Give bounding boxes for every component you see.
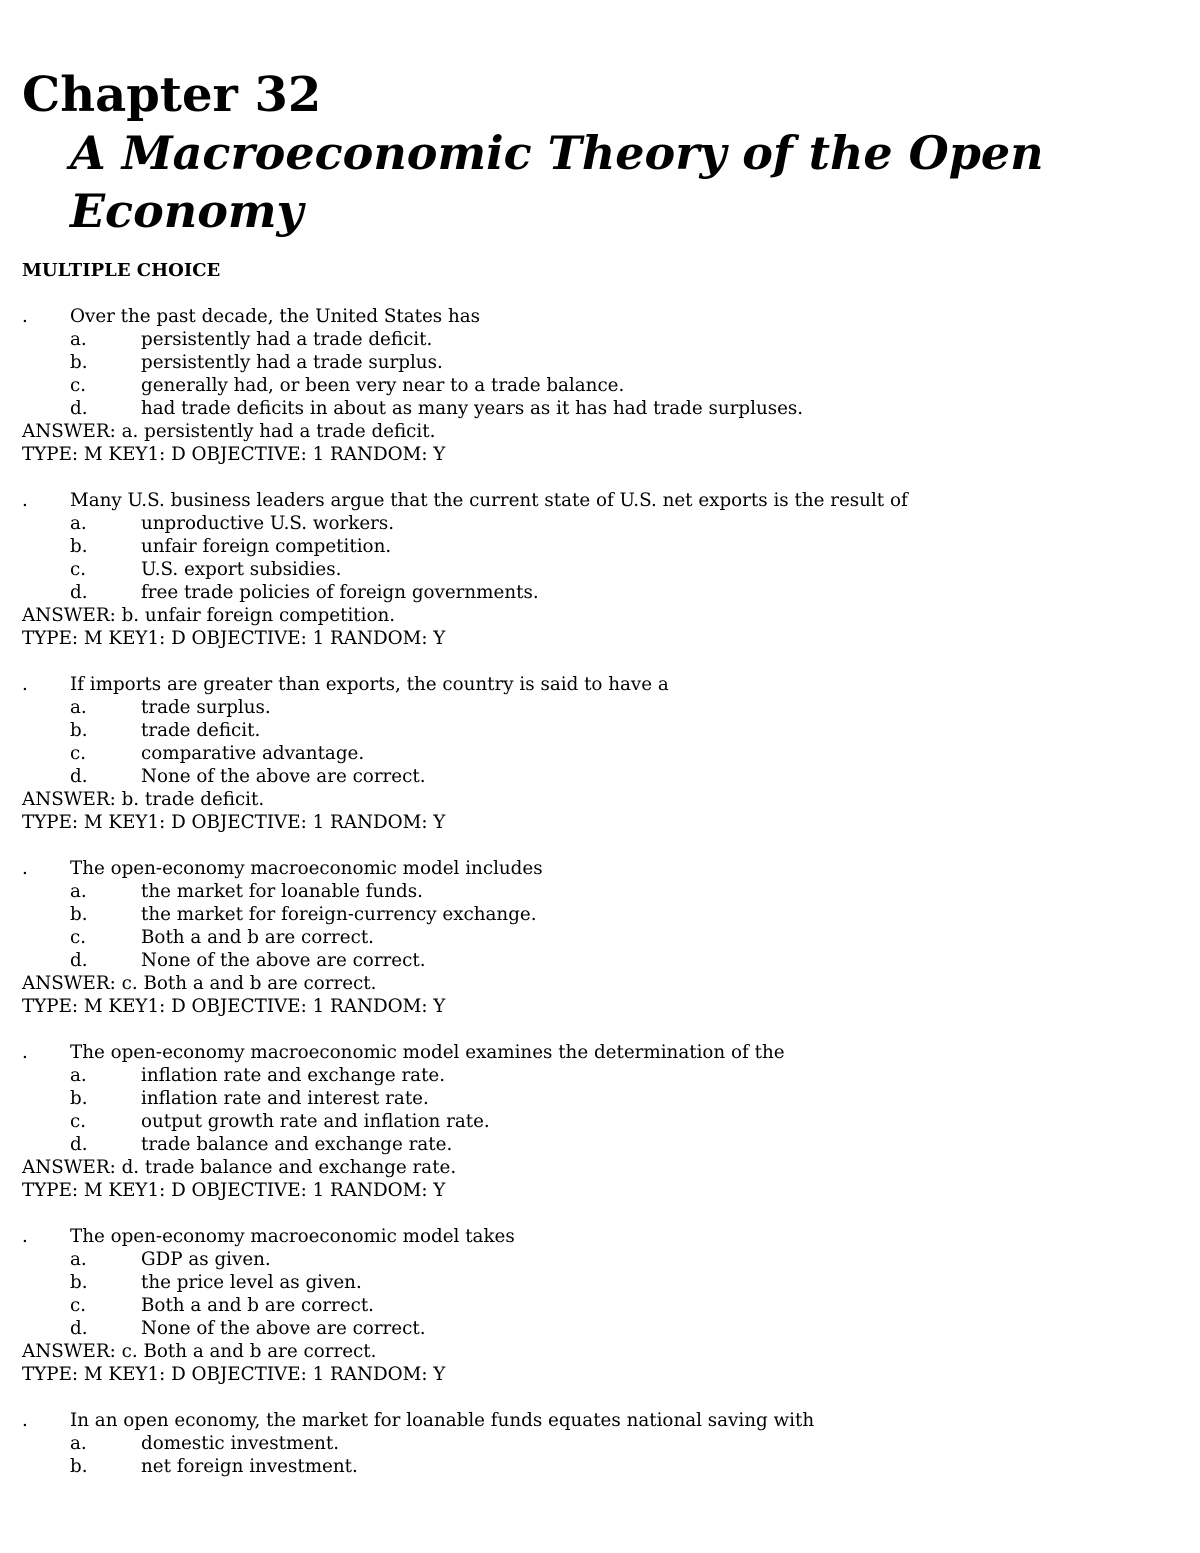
option-letter: d. (70, 1134, 88, 1155)
question-number-marker: . (22, 306, 28, 327)
option-text: the market for loanable funds. (141, 881, 423, 902)
option-letter: a. (70, 1433, 87, 1454)
option-text: domestic investment. (141, 1433, 340, 1454)
answer-option (22, 535, 1182, 558)
answer-option (22, 949, 1182, 972)
answer-option (22, 1317, 1182, 1340)
option-text: net foreign investment. (141, 1456, 358, 1477)
answer-option (22, 374, 1182, 397)
answer-option (22, 581, 1182, 604)
question-number-marker: . (22, 1410, 28, 1431)
answer-option (22, 1064, 1182, 1087)
option-text: inflation rate and interest rate. (141, 1088, 429, 1109)
option-text: None of the above are correct. (141, 1318, 426, 1339)
question-item (22, 1041, 1182, 1202)
option-letter: a. (70, 697, 87, 718)
option-text: generally had, or been very near to a trade balance. (141, 375, 625, 396)
option-letter: c. (70, 1111, 87, 1132)
answer-option (22, 1294, 1182, 1317)
option-letter: d. (70, 398, 88, 419)
answer-option (22, 558, 1182, 581)
option-letter: d. (70, 950, 88, 971)
option-text: free trade policies of foreign governments. (141, 582, 539, 603)
answer-option (22, 880, 1182, 903)
question-metadata: TYPE: M KEY1: D OBJECTIVE: 1 RANDOM: Y (22, 812, 446, 833)
question-item (22, 1409, 1182, 1478)
option-letter: a. (70, 1065, 87, 1086)
answer-key: ANSWER: a. persistently had a trade deficit. (22, 421, 436, 442)
option-text: None of the above are correct. (141, 950, 426, 971)
question-list (22, 305, 1182, 1501)
answer-option (22, 1271, 1182, 1294)
answer-option (22, 1455, 1182, 1478)
answer-option (22, 351, 1182, 374)
option-letter: a. (70, 329, 87, 350)
answer-option (22, 903, 1182, 926)
option-letter: c. (70, 375, 87, 396)
question-stem-line (22, 489, 1182, 512)
option-text: unfair foreign competition. (141, 536, 392, 557)
question-stem: In an open economy, the market for loanable funds equates national saving with (70, 1410, 815, 1431)
question-item (22, 1225, 1182, 1386)
option-text: the price level as given. (141, 1272, 362, 1293)
question-metadata: TYPE: M KEY1: D OBJECTIVE: 1 RANDOM: Y (22, 1180, 446, 1201)
option-letter: b. (70, 1272, 88, 1293)
answer-option (22, 742, 1182, 765)
question-item (22, 489, 1182, 650)
question-metadata: TYPE: M KEY1: D OBJECTIVE: 1 RANDOM: Y (22, 628, 446, 649)
question-metadata: TYPE: M KEY1: D OBJECTIVE: 1 RANDOM: Y (22, 1364, 446, 1385)
option-letter: b. (70, 904, 88, 925)
question-stem: The open-economy macroeconomic model includes (70, 858, 543, 879)
option-text: trade surplus. (141, 697, 271, 718)
answer-option (22, 696, 1182, 719)
option-text: U.S. export subsidies. (141, 559, 342, 580)
option-letter: d. (70, 582, 88, 603)
section-heading: MULTIPLE CHOICE (22, 260, 221, 281)
option-letter: b. (70, 1088, 88, 1109)
question-stem-line (22, 1225, 1182, 1248)
question-number-marker: . (22, 490, 28, 511)
answer-option (22, 926, 1182, 949)
option-letter: b. (70, 720, 88, 741)
option-text: unproductive U.S. workers. (141, 513, 395, 534)
question-number-marker: . (22, 858, 28, 879)
option-text: Both a and b are correct. (141, 1295, 374, 1316)
option-letter: b. (70, 536, 88, 557)
question-metadata: TYPE: M KEY1: D OBJECTIVE: 1 RANDOM: Y (22, 996, 446, 1017)
answer-key: ANSWER: b. unfair foreign competition. (22, 605, 396, 626)
chapter-title: Chapter 32 (22, 67, 322, 123)
question-stem-line (22, 1409, 1182, 1432)
option-text: output growth rate and inflation rate. (141, 1111, 490, 1132)
option-letter: a. (70, 881, 87, 902)
option-letter: d. (70, 766, 88, 787)
question-stem-line (22, 857, 1182, 880)
question-item (22, 673, 1182, 834)
answer-option (22, 1110, 1182, 1133)
question-stem-line (22, 305, 1182, 328)
answer-key: ANSWER: c. Both a and b are correct. (22, 973, 377, 994)
question-number-marker: . (22, 1226, 28, 1247)
option-text: had trade deficits in about as many years as it has had trade surpluses. (141, 398, 804, 419)
question-metadata: TYPE: M KEY1: D OBJECTIVE: 1 RANDOM: Y (22, 444, 446, 465)
option-letter: a. (70, 1249, 87, 1270)
option-letter: c. (70, 559, 87, 580)
answer-option (22, 1087, 1182, 1110)
answer-key: ANSWER: d. trade balance and exchange rate. (22, 1157, 457, 1178)
answer-option (22, 328, 1182, 351)
question-stem: The open-economy macroeconomic model takes (70, 1226, 515, 1247)
option-text: inflation rate and exchange rate. (141, 1065, 446, 1086)
answer-key: ANSWER: c. Both a and b are correct. (22, 1341, 377, 1362)
answer-key: ANSWER: b. trade deficit. (22, 789, 265, 810)
option-text: persistently had a trade surplus. (141, 352, 443, 373)
chapter-subtitle: A Macroeconomic Theory of the Open Economy (70, 126, 1044, 238)
option-letter: a. (70, 513, 87, 534)
option-letter: c. (70, 743, 87, 764)
question-stem: Over the past decade, the United States has (70, 306, 481, 327)
question-stem: If imports are greater than exports, the country is said to have a (70, 674, 669, 695)
option-text: the market for foreign-currency exchange. (141, 904, 537, 925)
question-number-marker: . (22, 674, 28, 695)
answer-option (22, 1248, 1182, 1271)
option-text: None of the above are correct. (141, 766, 426, 787)
answer-option (22, 765, 1182, 788)
answer-option (22, 397, 1182, 420)
option-text: Both a and b are correct. (141, 927, 374, 948)
option-text: trade deficit. (141, 720, 261, 741)
question-item (22, 305, 1182, 466)
option-letter: b. (70, 1456, 88, 1477)
answer-option (22, 512, 1182, 535)
question-stem: Many U.S. business leaders argue that the current state of U.S. net exports is the result of (70, 490, 908, 511)
answer-option (22, 1432, 1182, 1455)
option-text: persistently had a trade deficit. (141, 329, 433, 350)
question-stem: The open-economy macroeconomic model examines the determination of the (70, 1042, 785, 1063)
option-letter: b. (70, 352, 88, 373)
question-stem-line (22, 1041, 1182, 1064)
option-letter: c. (70, 1295, 87, 1316)
question-number-marker: . (22, 1042, 28, 1063)
question-item (22, 857, 1182, 1018)
option-text: GDP as given. (141, 1249, 271, 1270)
answer-option (22, 1133, 1182, 1156)
answer-option (22, 719, 1182, 742)
option-letter: c. (70, 927, 87, 948)
option-text: trade balance and exchange rate. (141, 1134, 453, 1155)
question-stem-line (22, 673, 1182, 696)
option-text: comparative advantage. (141, 743, 365, 764)
option-letter: d. (70, 1318, 88, 1339)
